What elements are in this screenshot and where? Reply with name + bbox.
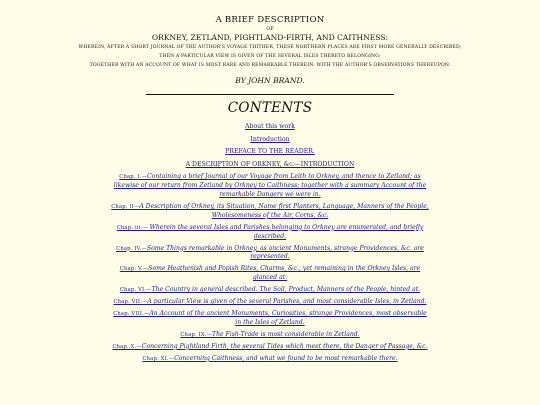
contents-heading: CONTENTS (227, 100, 313, 116)
toc-link-introduction[interactable]: Introduction (250, 135, 290, 143)
toc-link-preface[interactable]: PREFACE TO THE READER. (225, 148, 315, 156)
toc-link-chapter-5[interactable]: Chap. V.—Some Heathenish and Popish Rites, Charms, &c., yet remaining in the Orkney Isles, are glanced at. (119, 265, 421, 282)
toc-link-chapter-8[interactable]: Chap. VIII.—An Account of the ancient Monuments, Curiosities, strange Providences, most observable in the Isles of Zetland. (113, 310, 427, 326)
author-line: BY JOHN BRAND. (235, 76, 305, 85)
subtitle-line-1: WHEREIN, AFTER A SHORT JOURNAL OF THE AUTHOR’S VOYAGE THITHER, THESE NORTHERN PLACES ARE FIRST MORE GENERALLY DESCRIBED; (78, 45, 462, 50)
toc-link-chapter-4[interactable]: Chap. IV.—Some Things remarkable in Orkney, as ancient Monuments, strange Providences, &c. are represented. (116, 244, 424, 261)
toc-link-chapter-7[interactable]: Chap. VII.—A particular View is given of the several Parishes, and most considerable Isles, in Zetland. (113, 298, 427, 306)
toc-link-chapter-11[interactable]: Chap. XI.—Concerning Caithness, and what we found to be most remarkable there. (142, 354, 398, 362)
toc-link-about[interactable]: About this work (245, 123, 295, 130)
toc-link-chapter-10[interactable]: Chap. X.—Concerning Pightland Firth, the several Tides which meet there, the Danger of Passage, &c. (112, 342, 428, 350)
title-of: OF (266, 26, 274, 32)
title-places: ORKNEY, ZETLAND, PIGHTLAND-FIRTH, AND CAITHNESS: (151, 33, 389, 42)
table-of-contents (0, 123, 540, 364)
toc-link-chapter-6[interactable]: Chap. VI.—The Country in general described. The Soil, Product, Manners of the People, hinted at. (119, 286, 421, 294)
toc-link-description[interactable]: A DESCRIPTION OF ORKNEY, &c.—INTRODUCTION (185, 160, 355, 168)
toc-link-chapter-1[interactable]: Chap. I.—Containing a brief Journal of our Voyage from Leith to Orkney, and thence to Zetland; as likewise of our return from Zetland by Orkney to Caithness; together with a summary Account of the remarkable Dangers we were in. (113, 173, 427, 198)
toc-link-chapter-9[interactable]: Chap. IX.—The Fish-Trade is most considerable in Zetland. (180, 330, 360, 338)
book-title: A BRIEF DESCRIPTION (215, 15, 325, 25)
divider-rule (146, 94, 394, 95)
subtitle-line-2: THEN A PARTICULAR VIEW IS GIVEN OF THE SEVERAL ISLES THERETO BELONGING; (159, 54, 381, 59)
toc-link-chapter-2[interactable]: Chap. II—A Description of Orkney, its Situation, Name first Planters, Language, Manners of the People, Wholesomeness of the Air, Corns, &c. (111, 202, 429, 219)
toc-link-chapter-3[interactable]: Chap. iii.— Wherein the several Isles and Parishes belonging to Orkney are enumerated, and briefly described. (116, 223, 424, 240)
subtitle-line-3: TOGETHER WITH AN ACCOUNT OF WHAT IS MOST RARE AND REMARKABLE THEREIN: WITH THE AUTHOR’S OBSERVATIONS THEREUPON. (89, 63, 451, 68)
